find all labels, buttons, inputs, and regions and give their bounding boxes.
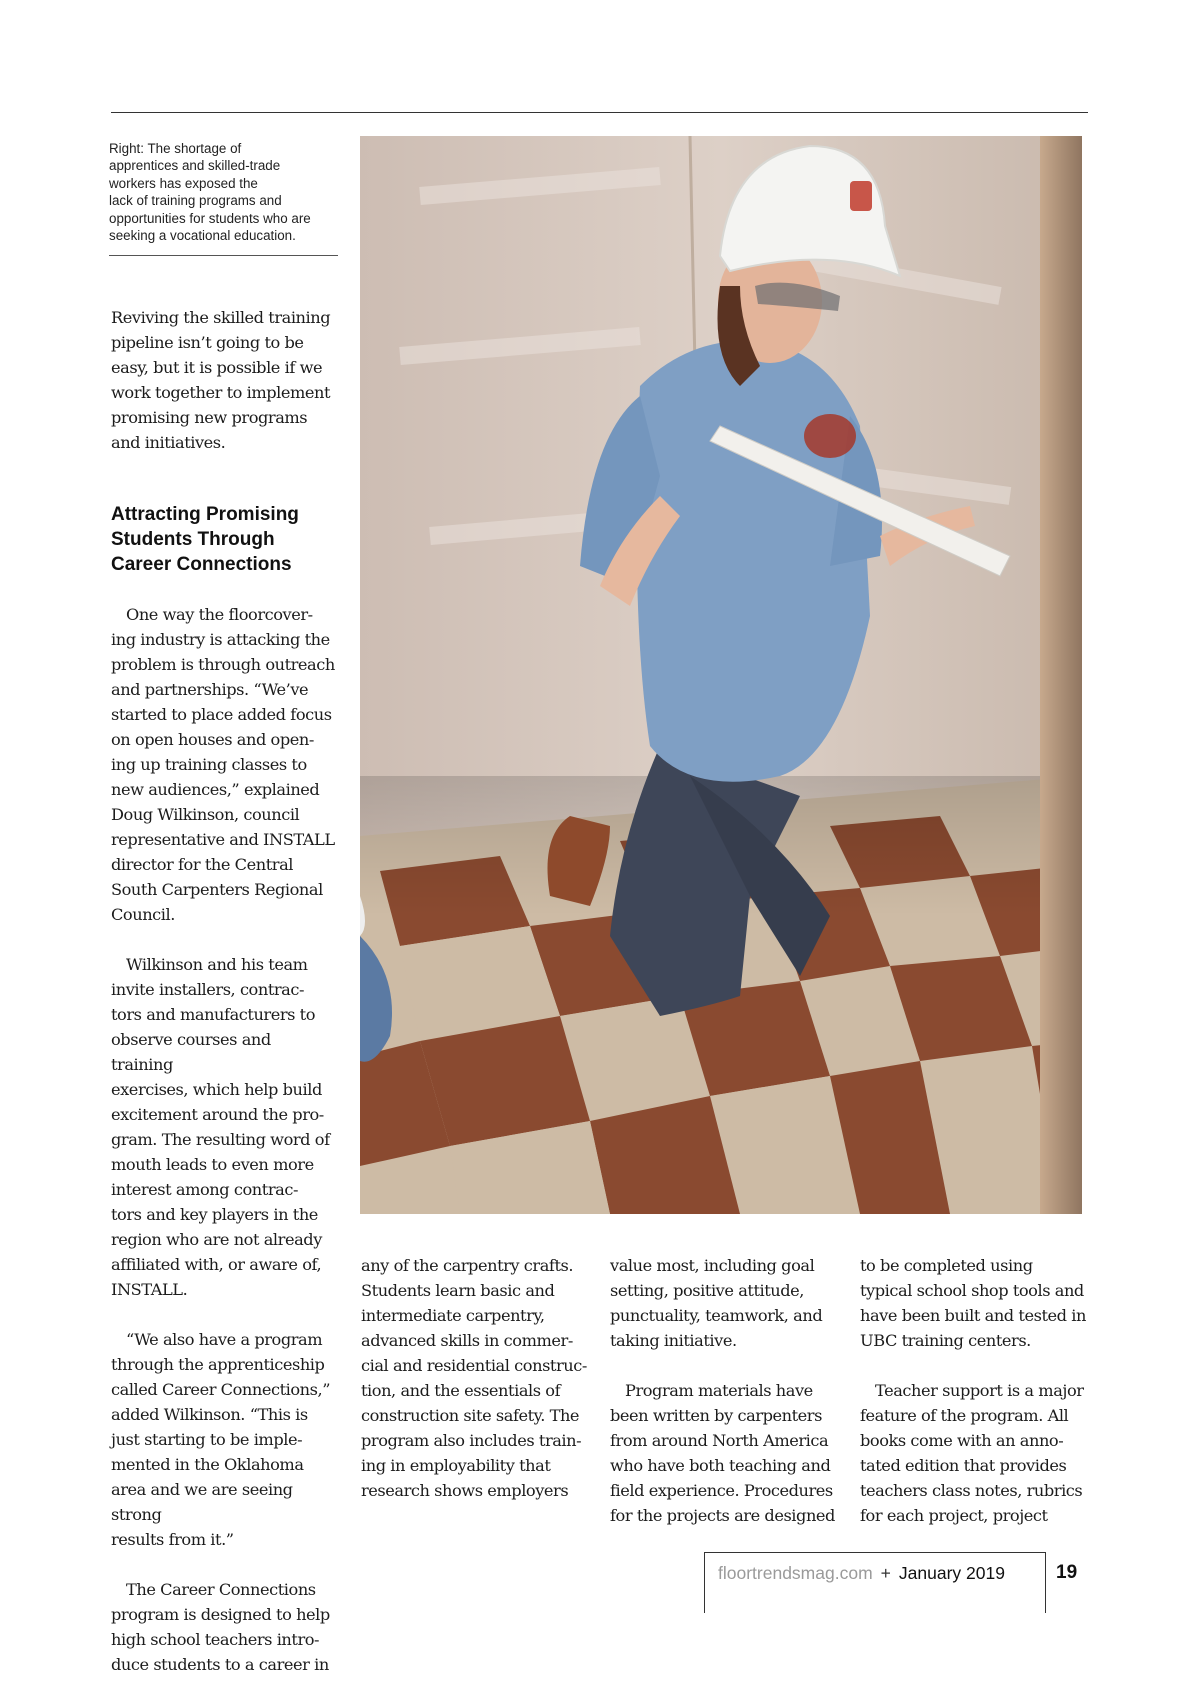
body-paragraph: The Career Connections program is designed to help high school teachers intro- duce students to a career in <box>111 1580 330 1674</box>
footer-separator: + <box>880 1563 891 1583</box>
body-paragraph: any of the carpentry crafts. Students learn basic and intermediate carpentry, advanced skills in commer- cial and residential construc- tion, and the essentials of construction site safety. The program also includes train- ing in employability that research shows employers <box>361 1256 587 1500</box>
body-paragraph: value most, including goal setting, positive attitude, punctuality, teamwork, and taking initiative. <box>610 1256 823 1350</box>
top-rule <box>111 112 1088 113</box>
photo-caption: Right: The shortage of apprentices and skilled-trade workers has exposed the lack of training programs and opportunities for students who are seeking a vocational education. <box>109 141 311 244</box>
body-paragraph: Teacher support is a major feature of the program. All books come with an anno- tated edition that provides teachers class notes, rubrics for each project, project <box>860 1381 1084 1525</box>
caption-rule <box>109 255 338 256</box>
door-frame <box>1040 136 1082 1214</box>
photo-illustration <box>360 136 1082 1214</box>
section-heading: Attracting Promising Students Through Career Connections <box>111 504 299 575</box>
footer-website: floortrendsmag.com <box>718 1563 873 1583</box>
body-paragraph: “We also have a program through the apprenticeship called Career Connections,” added Wilkinson. “This is just starting to be imple- mented in the Oklahoma area and we are seeing strong results from it.” <box>111 1330 331 1549</box>
footer-info <box>718 1563 1005 1584</box>
body-paragraph: to be completed using typical school shop tools and have been built and tested in UBC training centers. <box>860 1256 1086 1350</box>
body-paragraph: One way the floorcover- ing industry is attacking the problem is through outreach and partnerships. “We’ve started to place added focus on open houses and open- ing up training classes to new audiences,” explained Doug Wilkinson, council representative and INSTALL director for the Central South Carpenters Regional Council. <box>111 605 335 924</box>
body-paragraph: Program materials have been written by carpenters from around North America who have both teaching and field experience. Procedures for the projects are designed <box>610 1381 835 1525</box>
footer-issue-date: January 2019 <box>898 1563 1005 1583</box>
article-column-3 <box>610 1228 836 1553</box>
article-column-2 <box>361 1228 587 1528</box>
page-number: 19 <box>1056 1562 1078 1583</box>
intro-paragraph: Reviving the skilled training pipeline isn’t going to be easy, but it is possible if we work together to implement promising new programs and initiatives. <box>111 308 331 452</box>
article-column-4 <box>860 1228 1086 1553</box>
article-photo <box>360 136 1082 1214</box>
article-column-1 <box>111 280 337 1702</box>
body-paragraph: Wilkinson and his team invite installers, contrac- tors and manufacturers to observe courses and training exercises, which help build excitement around the pro- gram. The resulting word of mouth leads to even more interest among contrac- tors and key players in the region who are not already affiliated with, or aware of, INSTALL. <box>111 955 330 1299</box>
